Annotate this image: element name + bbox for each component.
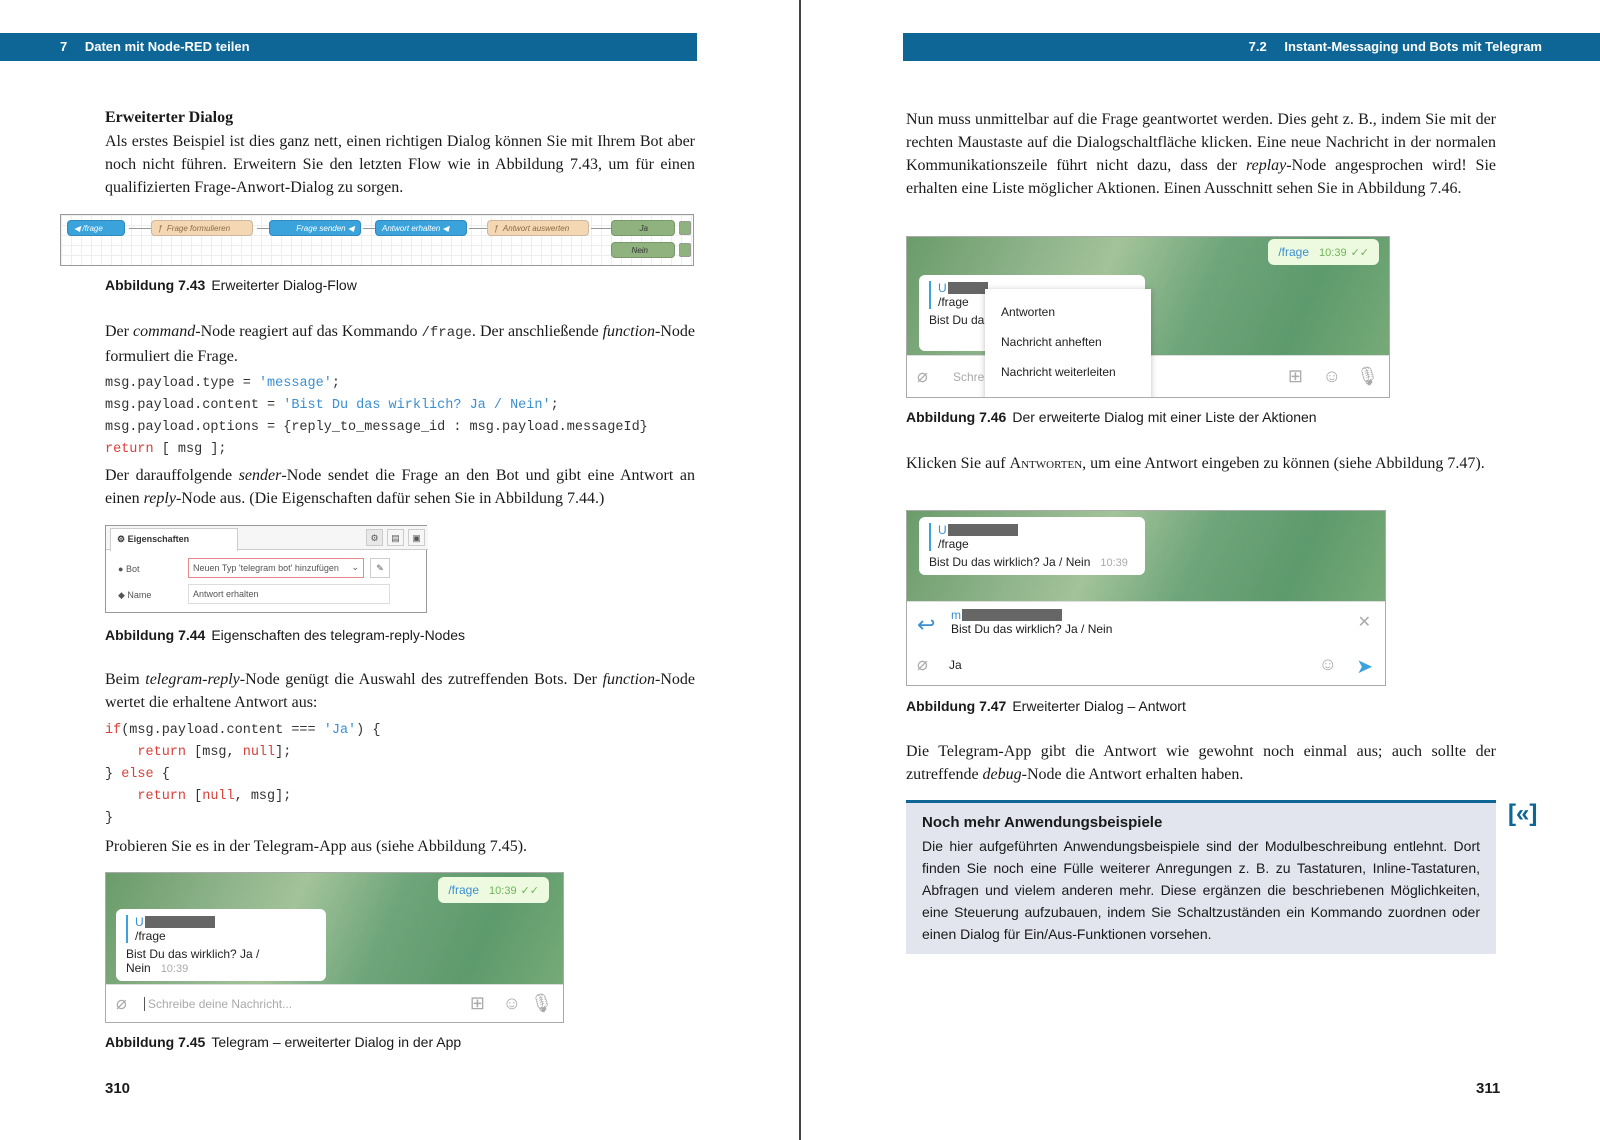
- chapter-number: 7: [60, 39, 68, 54]
- menu-item-antworten[interactable]: Antworten: [1001, 305, 1056, 319]
- appearance-icon[interactable]: ▣: [408, 529, 425, 546]
- figure-text: Erweiterter Dialog-Flow: [211, 277, 357, 293]
- bot-select[interactable]: Neuen Typ 'telegram bot' hinzufügen ⌄: [188, 558, 364, 578]
- paragraph-click-answer: Klicken Sie auf Antworten, um eine Antwort eingeben zu können (siehe Abbildung 7.47).: [906, 455, 1485, 472]
- page-number-right: 311: [1476, 1080, 1501, 1097]
- node-label: Frage formulieren: [166, 224, 231, 233]
- node-label: /frage: [82, 224, 103, 233]
- outgoing-message[interactable]: /frage 10:39 ✓✓: [1268, 239, 1379, 265]
- page-gutter: [799, 0, 801, 1140]
- node-red-flow: [60, 214, 694, 266]
- section-number: 7.2: [1248, 39, 1267, 54]
- wire: [129, 228, 151, 229]
- edit-bot-button[interactable]: ✎: [370, 558, 390, 578]
- reply-composer: [907, 601, 1385, 686]
- chapter-title: Daten mit Node-RED teilen: [84, 39, 250, 54]
- sticker-grid-icon[interactable]: ⊞: [1287, 366, 1303, 386]
- page-number-left: 310: [105, 1080, 131, 1097]
- outgoing-message[interactable]: /frage 10:39 ✓✓: [438, 877, 549, 903]
- reply-preview: m Bist Du das wirklich? Ja / Nein: [951, 608, 1113, 636]
- double-check-icon: ✓✓: [520, 885, 539, 897]
- telegram-screenshot-7-47: [906, 510, 1386, 686]
- paragraph-try-it: Probieren Sie es in der Telegram-App aus (siehe Abbildung 7.45).: [105, 838, 528, 855]
- wire: [591, 228, 611, 229]
- microphone-icon[interactable]: 🎙: [1356, 366, 1379, 386]
- flow-node-debug-ja: [611, 220, 675, 236]
- paragraph-sender-node: Der darauffolgende sender-Node sendet die Frage an den Bot und gibt eine Antwort an einen reply-Node aus. (Die Eigenschaften dafür sehen Sie in Abbildung 7.44.): [105, 467, 696, 507]
- flow-node-frage: ◀ /frage: [67, 220, 125, 236]
- settings-icon[interactable]: ⚙: [366, 529, 383, 546]
- section-title: Instant-Messaging und Bots mit Telegram: [1284, 39, 1542, 54]
- paragraph-debug-node: Die Telegram-App gibt die Antwort wie gewohnt noch einmal aus; auch sollte der zutreffende debug-Node die Antwort erhalten haben.: [906, 743, 1496, 783]
- figure-caption-7-44: Abbildung 7.44 Eigenschaften des telegram-reply-Nodes: [105, 627, 466, 643]
- redacted-name: [962, 609, 1062, 621]
- flow-node-frage-formulieren: ƒ Frage formulieren: [151, 220, 253, 236]
- flow-node-debug-nein: [611, 242, 675, 258]
- paragraph-reply-node: Beim telegram-reply-Node genügt die Auswahl des zutreffenden Bots. Der function-Node wertet die erhaltene Antwort aus:: [105, 671, 696, 711]
- sticker-grid-icon[interactable]: ⊞: [469, 993, 485, 1013]
- menu-item-weiterleiten[interactable]: Nachricht weiterleiten: [1001, 365, 1116, 379]
- emoji-icon[interactable]: ☺: [1318, 654, 1337, 674]
- figure-caption-7-43: [105, 275, 357, 295]
- note-margin-icon: [«]: [1508, 800, 1538, 827]
- code-block-2: if(msg.payload.content === 'Ja') { return [msg, null]; } else { return [null, msg]; }: [105, 723, 381, 826]
- message-input[interactable]: Ja: [949, 658, 962, 672]
- incoming-message[interactable]: U /frage Bist Du das wirklich? Ja / Nein 10:39: [919, 517, 1145, 575]
- node-label: Antwort auswerten: [502, 224, 570, 233]
- context-menu: [985, 289, 1151, 398]
- code-block-1: msg.payload.type = 'message'; msg.payload.content = 'Bist Du das wirklich? Ja / Nein'; msg.payload.options = {reply_to_message_id : msg.payload.messageId} return [ msg ];: [105, 376, 648, 457]
- debug-toggle-nein[interactable]: [679, 243, 691, 257]
- telegram-screenshot-7-46: [906, 236, 1390, 398]
- intro-paragraph: Als erstes Beispiel ist dies ganz nett, einen richtigen Dialog können Sie mit Ihrem Bot aber noch nicht führen. Erweitern Sie den letzten Flow wie in Abbildung 7.43, um für einen qualifizierten Frage-Anwort-Dialog zu sorgen.: [105, 133, 695, 196]
- redacted-name: [948, 282, 988, 294]
- node-label: Nein: [631, 246, 648, 255]
- incoming-message[interactable]: U /frage Bist Du da: [919, 275, 1145, 351]
- telegram-screenshot-7-45: [105, 872, 564, 1023]
- menu-item-anheften[interactable]: Nachricht anheften: [1001, 335, 1102, 349]
- paperclip-icon[interactable]: ⌀: [917, 366, 928, 386]
- reply-quote: U /frage: [929, 281, 1135, 309]
- info-box: [906, 800, 1496, 954]
- double-check-icon: ✓✓: [1350, 247, 1369, 259]
- flow-node-antwort-erhalten: Antwort erhalten ◀: [375, 220, 467, 236]
- running-head-left: [0, 33, 697, 61]
- message-input-bar: [106, 984, 563, 1022]
- section-heading: Erweiterter Dialog: [105, 109, 234, 126]
- tab-eigenschaften[interactable]: ⚙ Eigenschaften: [110, 528, 238, 551]
- figure-caption-7-47: Abbildung 7.47 Erweiterter Dialog – Antwort: [906, 698, 1186, 714]
- close-icon[interactable]: ✕: [1357, 614, 1371, 631]
- incoming-message[interactable]: U /frage Bist Du das wirklich? Ja / Nein 10:39: [116, 909, 326, 981]
- message-input[interactable]: Schreibe deine Nachricht...: [144, 997, 292, 1011]
- flow-node-frage-senden: Frage senden ◀: [269, 220, 361, 236]
- node-label: Antwort erhalten: [382, 224, 441, 233]
- node-label: Frage senden: [296, 224, 346, 233]
- emoji-icon[interactable]: ☺: [1322, 366, 1341, 386]
- emoji-icon[interactable]: ☺: [502, 993, 521, 1013]
- properties-panel: [105, 525, 427, 613]
- send-icon[interactable]: ➤: [1356, 656, 1373, 678]
- microphone-icon[interactable]: 🎙: [530, 993, 553, 1013]
- info-box-body: Die hier aufgeführten Anwendungsbeispiele sind der Modulbeschreibung entlehnt. Dort finden Sie noch eine Fülle weiterer Anregungen z. B. zu Tastaturen, Inline-Tastaturen, Abfragen und vielem anderen mehr. Diese ergänzen die beschriebenen Möglichkeiten, eine Steuerung aufzubauen, indem Sie Schaltzuständen ein Kommando zuordnen oder einen Dialog für Ein/Aus-Funktionen vorsehen.: [922, 838, 1480, 942]
- wire: [469, 228, 489, 229]
- paragraph-answer-now: Nun muss unmittelbar auf die Frage geantwortet werden. Dies geht z. B., indem Sie mit der rechten Maustaste auf die Dialogschaltfläche klicken. Eine neue Nachricht in der normalen Kommunikationszeile führt nicht dazu, dass der replay-Node angesprochen wird! Sie erhalten eine Liste möglicher Aktionen. Einen Ausschnitt sehen Sie in Abbildung 7.46.: [906, 111, 1497, 197]
- paperclip-icon[interactable]: ⌀: [116, 993, 127, 1013]
- figure-label: Abbildung 7.43: [105, 277, 206, 293]
- debug-toggle-ja[interactable]: [679, 221, 691, 235]
- redacted-name: [145, 916, 215, 928]
- message-input[interactable]: Schre: [953, 370, 985, 384]
- bot-label: ● Bot: [118, 564, 140, 574]
- reply-arrow-icon: ↩: [917, 612, 936, 637]
- redacted-name: [948, 524, 1018, 536]
- figure-caption-7-46: Abbildung 7.46 Der erweiterte Dialog mit einer Liste der Aktionen: [906, 409, 1317, 425]
- name-input[interactable]: Antwort erhalten: [188, 584, 390, 604]
- reply-quote: U /frage: [929, 523, 1135, 551]
- running-head-right: [903, 33, 1600, 61]
- flow-node-antwort-auswerten: ƒ Antwort auswerten: [487, 220, 589, 236]
- info-box-title: Noch mehr Anwendungsbeispiele: [922, 814, 1163, 831]
- paragraph-command-node: Der command-Node reagiert auf das Kommando /frage. Der anschließende function-Node formuliert die Frage.: [105, 323, 696, 365]
- node-label: Ja: [639, 224, 648, 233]
- name-label: ◆ Name: [118, 590, 152, 600]
- reply-quote: U /frage: [126, 915, 316, 943]
- chevron-down-icon: ⌄: [351, 562, 359, 572]
- description-icon[interactable]: ▤: [387, 529, 404, 546]
- paperclip-icon[interactable]: ⌀: [917, 654, 928, 674]
- figure-caption-7-45: Abbildung 7.45 Telegram – erweiterter Dialog in der App: [105, 1034, 462, 1050]
